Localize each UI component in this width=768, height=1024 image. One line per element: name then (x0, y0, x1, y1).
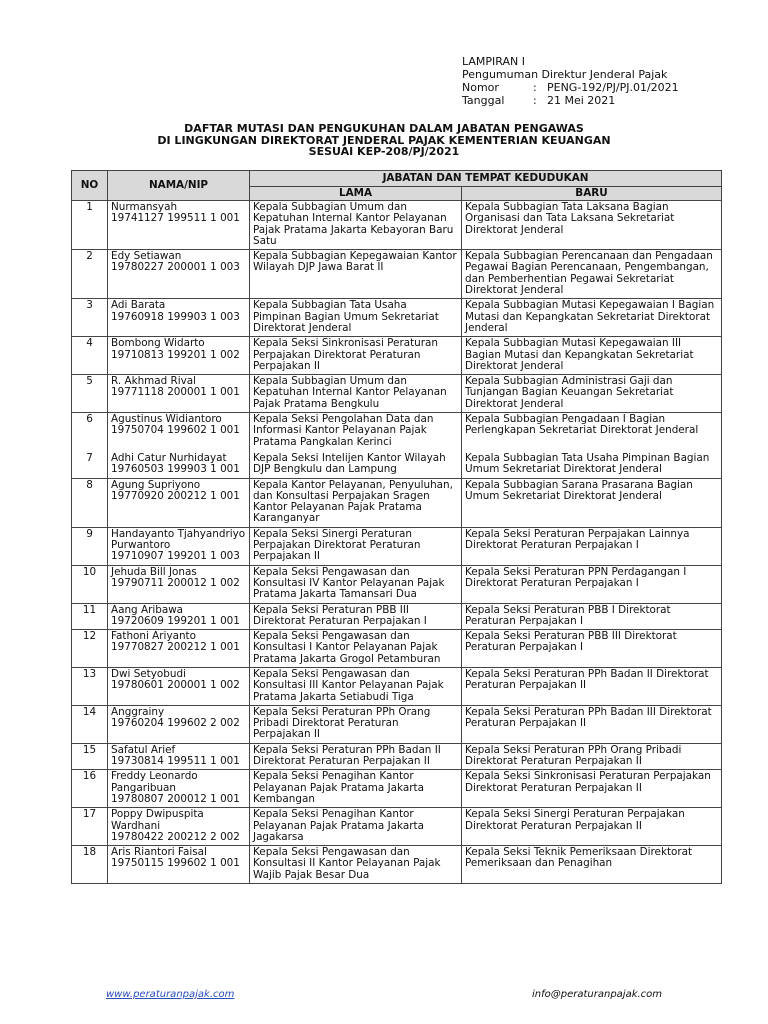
row-jabatan-lama: Kepala Seksi Pengawasan dan Konsultasi I Kantor Pelayanan Pajak Pratama Jakarta Grogol Petamburan (250, 630, 462, 668)
row-jabatan-lama: Kepala Subbagian Umum dan Kepatuhan Internal Kantor Pelayanan Pajak Pratama Jakarta Kebayoran Baru Satu (250, 201, 462, 250)
row-nama-nip (108, 846, 250, 884)
row-jabatan-lama: Kepala Subbagian Tata Usaha Pimpinan Bagian Umum Sekretariat Direktorat Jenderal (250, 299, 462, 337)
employee-name: Agustinus Widiantoro (111, 413, 222, 426)
row-jabatan-lama: Kepala Kantor Pelayanan, Penyuluhan, dan Konsultasi Perpajakan Sragen Kantor Pelayanan Pajak Pratama Karanganyar (250, 478, 462, 527)
row-number: 1 (72, 201, 108, 250)
row-jabatan-baru: Kepala Seksi Sinergi Peraturan Perpajakan Direktorat Peraturan Perpajakan II (462, 808, 722, 846)
table-row (72, 808, 722, 846)
table-row (72, 667, 722, 705)
row-number: 8 (72, 478, 108, 527)
row-jabatan-baru: Kepala Subbagian Pengadaan I Bagian Perlengkapan Sekretariat Direktorat Jenderal (462, 413, 722, 450)
employee-nip: 19730814 199511 1 001 (111, 755, 240, 768)
row-nama-nip (108, 250, 250, 299)
tanggal-colon: : (533, 94, 537, 107)
row-nama-nip (108, 375, 250, 413)
employee-name: Aris Riantori Faisal (111, 846, 207, 859)
tanggal-label: Tanggal (462, 94, 505, 107)
employee-name: Handayanto Tjahyandriyo Purwantoro (111, 527, 246, 552)
employee-nip: 19720609 199201 1 001 (111, 614, 240, 627)
row-jabatan-baru: Kepala Subbagian Mutasi Kepegawaian I Bagian Mutasi dan Kepangkatan Sekretariat Direktorat Jenderal (462, 299, 722, 337)
row-number: 13 (72, 667, 108, 705)
table-row (72, 527, 722, 565)
row-jabatan-baru: Kepala Subbagian Tata Usaha Pimpinan Bagian Umum Sekretariat Direktorat Jenderal (462, 450, 722, 478)
website-link[interactable]: www.peraturanpajak.com (106, 989, 235, 1000)
nomor-row (462, 81, 679, 94)
row-jabatan-baru: Kepala Seksi Peraturan PPh Orang Pribadi Direktorat Peraturan Perpajakan II (462, 743, 722, 770)
row-jabatan-baru: Kepala Subbagian Mutasi Kepegawaian III Bagian Mutasi dan Kepangkatan Sekretariat Direktorat Jenderal (462, 337, 722, 375)
row-number: 2 (72, 250, 108, 299)
pengumuman-label: Pengumuman Direktur Jenderal Pajak (462, 68, 668, 81)
table-row (72, 770, 722, 808)
employee-nip: 19780807 200012 1 001 (111, 792, 240, 805)
row-number: 14 (72, 705, 108, 743)
header-no: NO (72, 171, 108, 201)
employee-nip: 19760918 199903 1 003 (111, 310, 240, 323)
row-jabatan-lama: Kepala Seksi Intelijen Kantor Wilayah DJP Bengkulu dan Lampung (250, 450, 462, 478)
employee-name: Safatul Arief (111, 743, 176, 756)
row-jabatan-lama: Kepala Seksi Sinkronisasi Peraturan Perpajakan Direktorat Peraturan Perpajakan II (250, 337, 462, 375)
row-jabatan-lama: Kepala Seksi Pengawasan dan Konsultasi III Kantor Pelayanan Pajak Pratama Jakarta Setiabudi Tiga (250, 667, 462, 705)
row-number: 12 (72, 630, 108, 668)
row-jabatan-baru: Kepala Seksi Peraturan PPh Badan III Direktorat Peraturan Perpajakan II (462, 705, 722, 743)
table-body (72, 201, 722, 884)
row-number: 5 (72, 375, 108, 413)
table-row (72, 478, 722, 527)
employee-name: Bombong Widarto (111, 337, 205, 350)
nomor-colon: : (533, 81, 537, 94)
row-number: 15 (72, 743, 108, 770)
row-number: 3 (72, 299, 108, 337)
row-jabatan-baru: Kepala Seksi Sinkronisasi Peraturan Perpajakan Direktorat Peraturan Perpajakan II (462, 770, 722, 808)
employee-name: Freddy Leonardo Pangaribuan (111, 770, 198, 794)
row-jabatan-baru: Kepala Seksi Peraturan PBB III Direktorat Peraturan Perpajakan I (462, 630, 722, 668)
row-jabatan-lama: Kepala Seksi Pengolahan Data dan Informasi Kantor Pelayanan Pajak Pratama Pangkalan Kerinci (250, 413, 462, 450)
tanggal-value: 21 Mei 2021 (547, 94, 616, 107)
row-nama-nip (108, 337, 250, 375)
title-line-3: SESUAI KEP-208/PJ/2021 (308, 145, 460, 158)
employee-name: Edy Setiawan (111, 250, 182, 263)
row-nama-nip (108, 413, 250, 450)
employee-name: Adi Barata (111, 299, 166, 312)
row-number: 7 (72, 450, 108, 478)
employee-name: Fathoni Ariyanto (111, 630, 196, 643)
employee-name: Poppy Dwipuspita Wardhani (111, 808, 204, 832)
table-row (72, 299, 722, 337)
row-jabatan-lama: Kepala Seksi Penagihan Kantor Pelayanan Pajak Pratama Jakarta Kembangan (250, 770, 462, 808)
row-jabatan-baru: Kepala Seksi Teknik Pemeriksaan Direktorat Pemeriksaan dan Penagihan (462, 846, 722, 884)
row-nama-nip (108, 450, 250, 478)
employee-nip: 19710907 199201 1 003 (111, 550, 240, 563)
employee-nip: 19770827 200212 1 001 (111, 641, 240, 654)
row-nama-nip (108, 770, 250, 808)
employee-name: Anggrainy (111, 705, 165, 718)
employee-nip: 19750115 199602 1 001 (111, 857, 240, 870)
row-jabatan-baru: Kepala Seksi Peraturan PPN Perdagangan I Direktorat Peraturan Perpajakan I (462, 565, 722, 603)
table-row (72, 846, 722, 884)
table-row (72, 743, 722, 770)
tanggal-row (462, 94, 679, 107)
header-baru: BARU (462, 187, 722, 201)
row-number: 18 (72, 846, 108, 884)
employee-name: Agung Supriyono (111, 478, 201, 491)
employee-name: Nurmansyah (111, 201, 178, 213)
table-row (72, 630, 722, 668)
row-nama-nip (108, 565, 250, 603)
row-number: 11 (72, 603, 108, 630)
attachment-header (462, 55, 679, 107)
row-nama-nip (108, 630, 250, 668)
row-nama-nip (108, 667, 250, 705)
row-number: 9 (72, 527, 108, 565)
row-jabatan-baru: Kepala Subbagian Tata Laksana Bagian Organisasi dan Tata Laksana Sekretariat Direktorat Jenderal (462, 201, 722, 250)
row-jabatan-lama: Kepala Seksi Pengawasan dan Konsultasi II Kantor Pelayanan Pajak Wajib Pajak Besar Dua (250, 846, 462, 884)
row-nama-nip (108, 527, 250, 565)
row-jabatan-baru: Kepala Seksi Peraturan PBB I Direktorat Peraturan Perpajakan I (462, 603, 722, 630)
nomor-value: PENG-192/PJ/PJ.01/2021 (547, 81, 679, 94)
row-jabatan-baru: Kepala Seksi Peraturan Perpajakan Lainnya Direktorat Peraturan Perpajakan I (462, 527, 722, 565)
row-jabatan-lama: Kepala Seksi Peraturan PBB III Direktorat Peraturan Perpajakan I (250, 603, 462, 630)
table-row (72, 413, 722, 450)
row-jabatan-lama: Kepala Seksi Penagihan Kantor Pelayanan Pajak Pratama Jakarta Jagakarsa (250, 808, 462, 846)
table-row (72, 201, 722, 250)
title-line-1: DAFTAR MUTASI DAN PENGUKUHAN DALAM JABATAN PENGAWAS (184, 122, 584, 135)
employee-nip: 19770920 200212 1 001 (111, 489, 240, 502)
mutation-table (71, 170, 722, 884)
employee-name: R. Akhmad Rival (111, 375, 197, 388)
table-row (72, 337, 722, 375)
employee-name: Jehuda Bill Jonas (111, 565, 197, 578)
row-nama-nip (108, 808, 250, 846)
table-row (72, 375, 722, 413)
row-nama-nip (108, 299, 250, 337)
row-jabatan-baru: Kepala Subbagian Perencanaan dan Pengadaan Pegawai Bagian Perencanaan, Pengembangan, dan Pemberhentian Pegawai Sekretariat Direktorat Jenderal (462, 250, 722, 299)
row-jabatan-baru: Kepala Seksi Peraturan PPh Badan II Direktorat Peraturan Perpajakan II (462, 667, 722, 705)
employee-nip: 19771118 200001 1 001 (111, 386, 240, 399)
row-jabatan-lama: Kepala Seksi Peraturan PPh Orang Pribadi Direktorat Peraturan Perpajakan II (250, 705, 462, 743)
table-row (72, 250, 722, 299)
row-jabatan-baru: Kepala Subbagian Administrasi Gaji dan Tunjangan Bagian Keuangan Sekretariat Direktorat Jenderal (462, 375, 722, 413)
row-number: 17 (72, 808, 108, 846)
row-number: 10 (72, 565, 108, 603)
row-nama-nip (108, 603, 250, 630)
employee-nip: 19790711 200012 1 002 (111, 576, 240, 589)
row-jabatan-lama: Kepala Subbagian Kepegawaian Kantor Wilayah DJP Jawa Barat II (250, 250, 462, 299)
table-row (72, 565, 722, 603)
employee-name: Dwi Setyobudi (111, 667, 186, 680)
row-number: 6 (72, 413, 108, 450)
table-row (72, 450, 722, 478)
employee-nip: 19710813 199201 1 002 (111, 348, 240, 361)
row-jabatan-baru: Kepala Subbagian Sarana Prasarana Bagian Umum Sekretariat Direktorat Jenderal (462, 478, 722, 527)
table-row (72, 705, 722, 743)
employee-nip: 19780227 200001 1 003 (111, 261, 240, 274)
title-line-2: DI LINGKUNGAN DIREKTORAT JENDERAL PAJAK KEMENTERIAN KEUANGAN (157, 133, 611, 147)
header-jabatan: JABATAN DAN TEMPAT KEDUDUKAN (250, 171, 722, 187)
row-nama-nip (108, 478, 250, 527)
row-number: 4 (72, 337, 108, 375)
email-text: info@peraturanpajak.com (532, 989, 663, 1000)
lampiran-label: LAMPIRAN I (462, 55, 525, 68)
employee-nip: 19750704 199602 1 001 (111, 424, 240, 437)
row-number: 16 (72, 770, 108, 808)
employee-nip: 19760204 199602 2 002 (111, 717, 240, 730)
row-jabatan-lama: Kepala Subbagian Umum dan Kepatuhan Internal Kantor Pelayanan Pajak Pratama Bengkulu (250, 375, 462, 413)
row-jabatan-lama: Kepala Seksi Pengawasan dan Konsultasi IV Kantor Pelayanan Pajak Pratama Jakarta Tamansari Dua (250, 565, 462, 603)
header-lama: LAMA (250, 187, 462, 201)
employee-nip: 19780601 200001 1 002 (111, 679, 240, 692)
nomor-label: Nomor (462, 81, 499, 94)
row-jabatan-lama: Kepala Seksi Peraturan PPh Badan II Direktorat Peraturan Perpajakan II (250, 743, 462, 770)
table-row (72, 603, 722, 630)
employee-nip: 19780422 200212 2 002 (111, 830, 240, 843)
row-nama-nip (108, 743, 250, 770)
row-nama-nip (108, 705, 250, 743)
employee-name: Adhi Catur Nurhidayat (111, 451, 227, 464)
employee-nip: 19760503 199903 1 001 (111, 463, 240, 476)
header-nama-nip: NAMA/NIP (108, 171, 250, 201)
row-jabatan-lama: Kepala Seksi Sinergi Peraturan Perpajakan Direktorat Peraturan Perpajakan II (250, 527, 462, 565)
row-nama-nip (108, 201, 250, 250)
employee-name: Aang Aribawa (111, 603, 184, 616)
employee-nip: 19741127 199511 1 001 (111, 212, 240, 225)
document-title (0, 123, 768, 158)
